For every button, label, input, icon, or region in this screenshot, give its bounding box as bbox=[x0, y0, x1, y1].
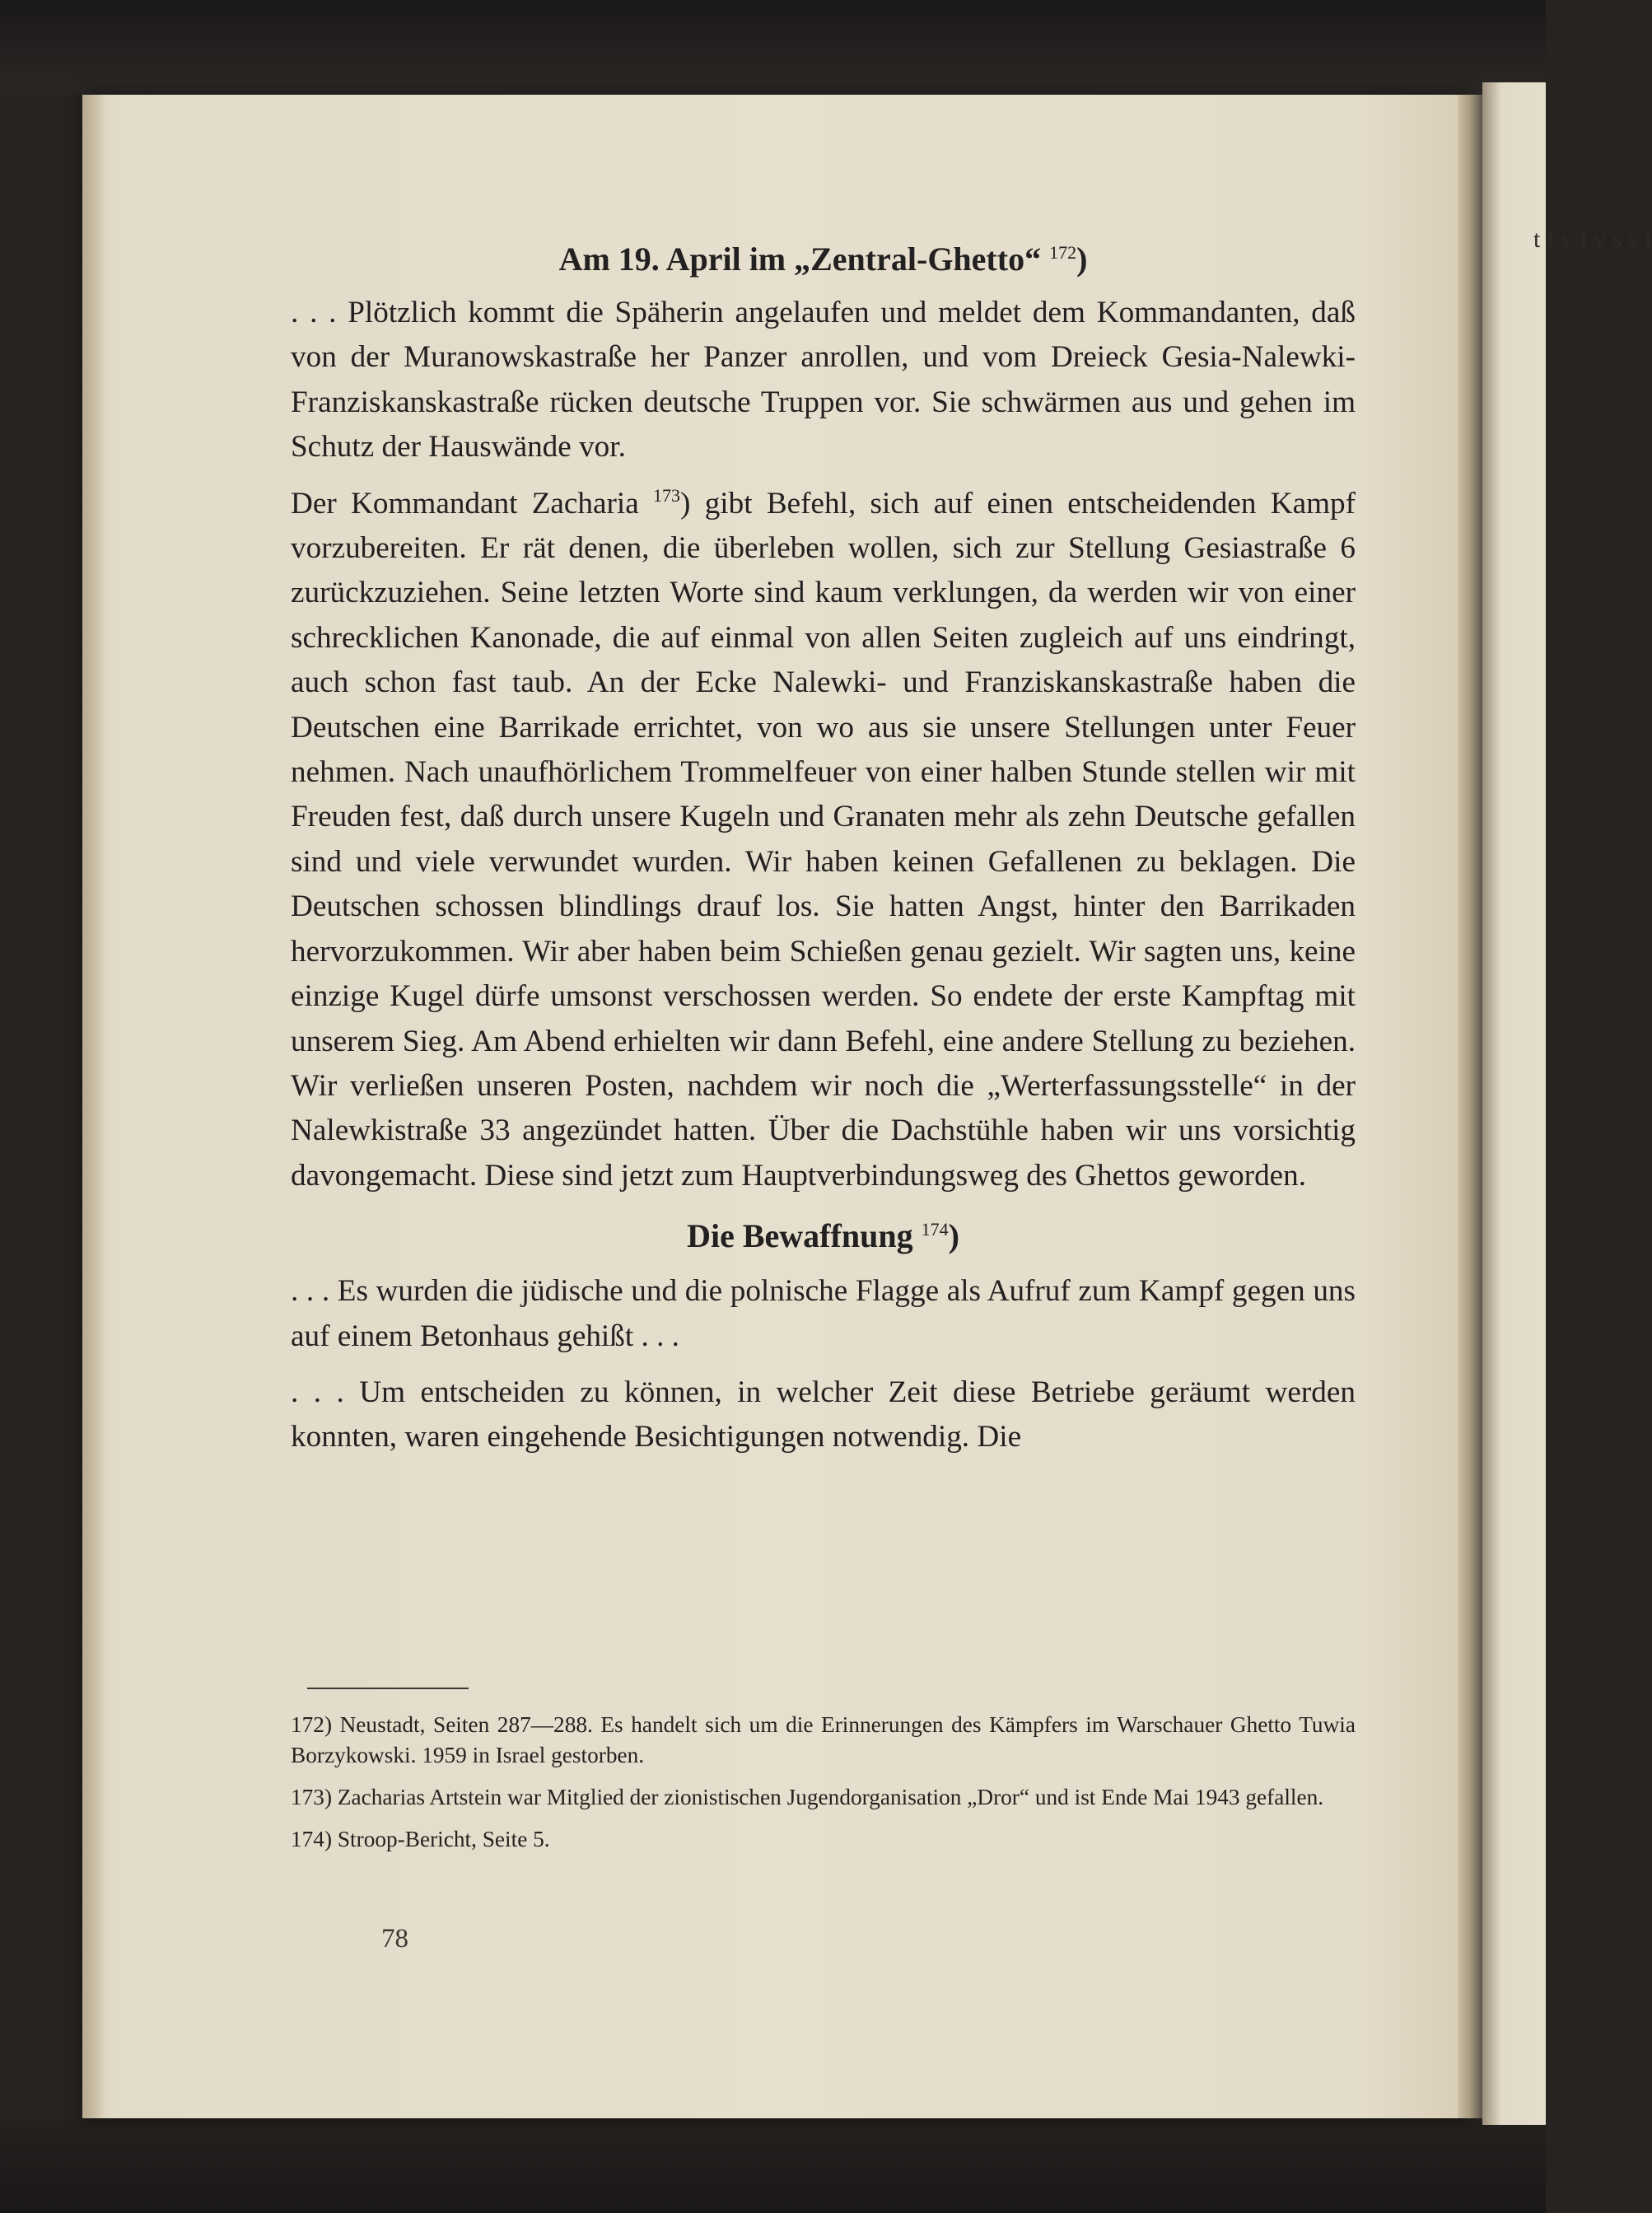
footnote-173: 173) Zacharias Artstein war Mitglied der zionistischen Jugendorganisation „Dror“ und ist Ende Mai 1943 gefallen. bbox=[291, 1785, 1324, 1809]
page-number: 78 bbox=[381, 1924, 408, 1954]
section-heading-zentral-ghetto bbox=[291, 235, 1356, 284]
footnote-ref-174: 174 bbox=[921, 1219, 949, 1240]
heading-close-paren: ) bbox=[948, 1217, 959, 1255]
page-body bbox=[291, 235, 1356, 1460]
paragraph-text-start: Der Kommandant Zacharia bbox=[291, 486, 639, 521]
heading-text: Die Bewaffnung bbox=[687, 1217, 913, 1255]
paragraph-betriebe: . . . Um entscheiden zu können, in welcher Zeit diese Betriebe geräumt werden konnten, waren eingehende Besichtigungen notwendig. Die bbox=[291, 1375, 1356, 1454]
section-heading-bewaffnung bbox=[291, 1212, 1356, 1261]
paragraph-kommandant bbox=[291, 482, 1356, 1199]
page-edge-shadow bbox=[82, 95, 105, 2118]
footnote-ref-172: 172 bbox=[1049, 242, 1077, 263]
heading-close-paren: ) bbox=[1076, 240, 1088, 278]
footnote-174: 174) Stroop-Bericht, Seite 5. bbox=[291, 1827, 550, 1851]
footnote-172: 172) Neustadt, Seiten 287—288. Es handelt sich um die Erinnerungen des Kämpfers im Warschauer Ghetto Tuwia Borzykowski. 1959 in Israel gestorben. bbox=[291, 1712, 1356, 1767]
paragraph-flagge: . . . Es wurden die jüdische und die polnische Flagge als Aufruf zum Kampf gegen uns auf einem Betonhaus gehißt . . . bbox=[291, 1274, 1356, 1353]
adjacent-page-text: t I v I v s s I bbox=[1533, 226, 1652, 253]
paragraph-text-rest: ) gibt Befehl, sich auf einen entscheidenden Kampf vorzubereiten. Er rät denen, die überleben wollen, sich zur Stellung Gesiastraße 6 zurückzuziehen. Seine letzten Worte sind kaum verklungen, da werden wir von einer schrecklichen Kanonade, die auf einmal von allen Seiten zugleich auf uns eindringt, auch schon fast taub. An der Ecke Nalewki- und Franziskanskastraße haben die Deutschen eine Barrikade errichtet, von wo aus sie unsere Stellungen unter Feuer nehmen. Nach unaufhörlichem Trommelfeuer von einer halben Stunde stellen wir mit Freuden fest, daß durch unsere Kugeln und Granaten mehr als zehn Deutsche gefallen sind und viele verwundet wurden. Wir haben keinen Gefallenen zu beklagen. Die Deutschen schossen blindlings drauf los. Sie hatten Angst, hinter den Barrikaden hervorzukommen. Wir aber haben beim Schießen genau gezielt. Wir sagten uns, keine einzige Kugel dürfe umsonst verschossen werden. So endete der erste Kampftag mit unserem Sieg. Am Abend erhielten wir dann Befehl, eine andere Stellung zu beziehen. Wir verließen unseren Posten, nachdem wir noch die „Werterfassungsstelle“ in der Nalewkistraße 33 angezündet hatten. Über die Dachstühle haben wir uns vorsichtig davongemacht. Diese sind jetzt zum Hauptverbindungsweg des Ghettos geworden. bbox=[291, 486, 1356, 1193]
scan-background-top bbox=[0, 0, 1546, 95]
footnotes bbox=[291, 1710, 1356, 1855]
footnote-divider bbox=[307, 1688, 469, 1689]
footnote-ref-173: 173 bbox=[653, 484, 681, 506]
book-gutter bbox=[1458, 95, 1482, 2118]
heading-text: Am 19. April im „Zentral-Ghetto“ bbox=[558, 240, 1042, 278]
paragraph-spaeherin: . . . Plötzlich kommt die Späherin angelaufen und meldet dem Kommandanten, daß von der Muranowskastraße her Panzer anrollen, und vom Dreieck Gesia-Nalewki-Franziskanskastraße rücken deutsche Truppen vor. Sie schwärmen aus und gehen im Schutz der Hauswände vor. bbox=[291, 296, 1356, 465]
scan-background-bottom bbox=[0, 2118, 1546, 2213]
